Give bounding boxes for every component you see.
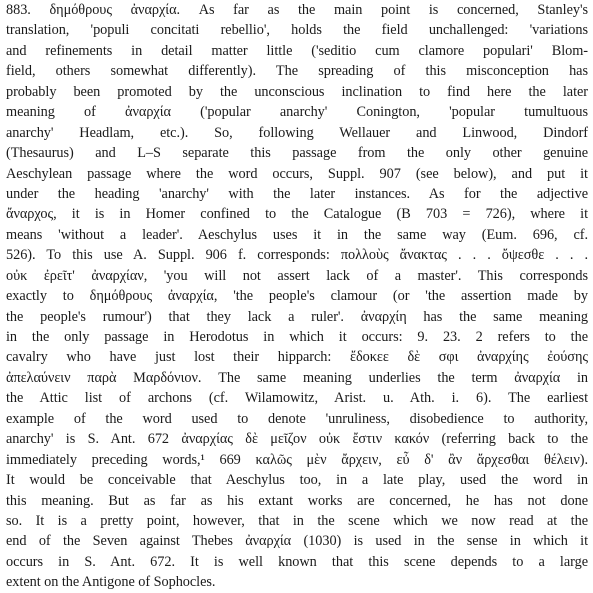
commentary-text	[6, 0, 588, 593]
text-line: Aeschylean passage where the word occurs, Suppl. 907 (see below), and put it	[6, 165, 588, 182]
text-line: anarchy' Headlam, etc.). So, following Wellauer and Linwood, Dindorf	[6, 124, 588, 141]
text-line: in the only passage in Herodotus in which it occurs: 9. 23. 2 refers to the	[6, 329, 588, 345]
text-line: It would be conceivable that Aeschylus too, in a late play, used the word in	[6, 472, 588, 489]
text-line: the Attic list of archons (cf. Wilamowitz, Arist. u. Ath. i. 6). The earliest	[6, 390, 588, 407]
text-line: ἀπελαύνειν παρὰ Μαρδόνιον. The same meaning underlies the term ἀναρχία in	[6, 369, 588, 386]
text-line: probably been promoted by the unconscious inclination to find here the later	[6, 83, 588, 100]
text-line: means 'without a leader'. Aeschylus uses it in the same way (Eum. 696, cf.	[6, 226, 588, 243]
text-line: translation, 'populi concitati rebellio', holds the field unchallenged: 'variations	[6, 22, 588, 39]
text-line: under the heading 'anarchy' with the later instances. As for the adjective	[6, 185, 588, 202]
text-line: 526). To this use A. Suppl. 906 f. corresponds: πολλοὺς ἄνακτας . . . ὄψεσθε . . .	[6, 247, 588, 264]
text-line: this meaning. But as far as his extant works are concerned, he has not done	[6, 492, 588, 509]
text-line: anarchy' is S. Ant. 672 ἀναρχίας δὲ μεῖζον οὐκ ἔστιν κακόν (referring back to the	[6, 431, 588, 448]
text-line: field, others somewhat differently). The spreading of this misconception has	[6, 63, 588, 80]
text-line: end of the Seven against Thebes ἀναρχία (1030) is used in the sense in which it	[6, 533, 588, 550]
text-line: and refinements in detail matter little ('seditio cum clamore populari' Blom-	[6, 42, 588, 59]
text-line: cavalry who have just lost their hipparch: ἔδοκεε δὲ σφι ἀναρχίης ἐούσης	[6, 349, 588, 366]
text-line: meaning of ἀναρχία ('popular anarchy' Conington, 'popular tumultuous	[6, 104, 588, 121]
text-line: οὐκ ἐρεῖτ' ἀναρχίαν, 'you will not assert lack of a master'. This corresponds	[6, 267, 588, 284]
text-line: so. It is a pretty point, however, that in the scene which we now read at the	[6, 512, 588, 529]
text-line: example of the word used to denote 'unruliness, disobedience to authority,	[6, 410, 588, 427]
text-line: the people's rumour') that they lack a ruler'. ἀναρχίη has the same meaning	[6, 308, 588, 325]
text-line: (Thesaurus) and L–S separate this passage from the only other genuine	[6, 145, 588, 162]
text-line: extent on the Antigone of Sophocles.	[6, 574, 216, 591]
text-line: immediately preceding words,¹ 669 καλῶς μὲν ἄρχειν, εὖ δ' ἂν ἄρχεσθαι θέλειν).	[6, 451, 588, 468]
text-line: occurs in S. Ant. 672. It is well known that this scene depends to a large	[6, 553, 588, 570]
text-line: exactly to δημόθρους ἀναρχία, 'the people's clamour (or 'the assertion made by	[6, 288, 588, 305]
text-line: ἄναρχος, it is in Homer confined to the Catalogue (B 703 = 726), where it	[6, 206, 588, 223]
text-line: 883. δημόθρους ἀναρχία. As far as the main point is concerned, Stanley's	[6, 2, 588, 18]
